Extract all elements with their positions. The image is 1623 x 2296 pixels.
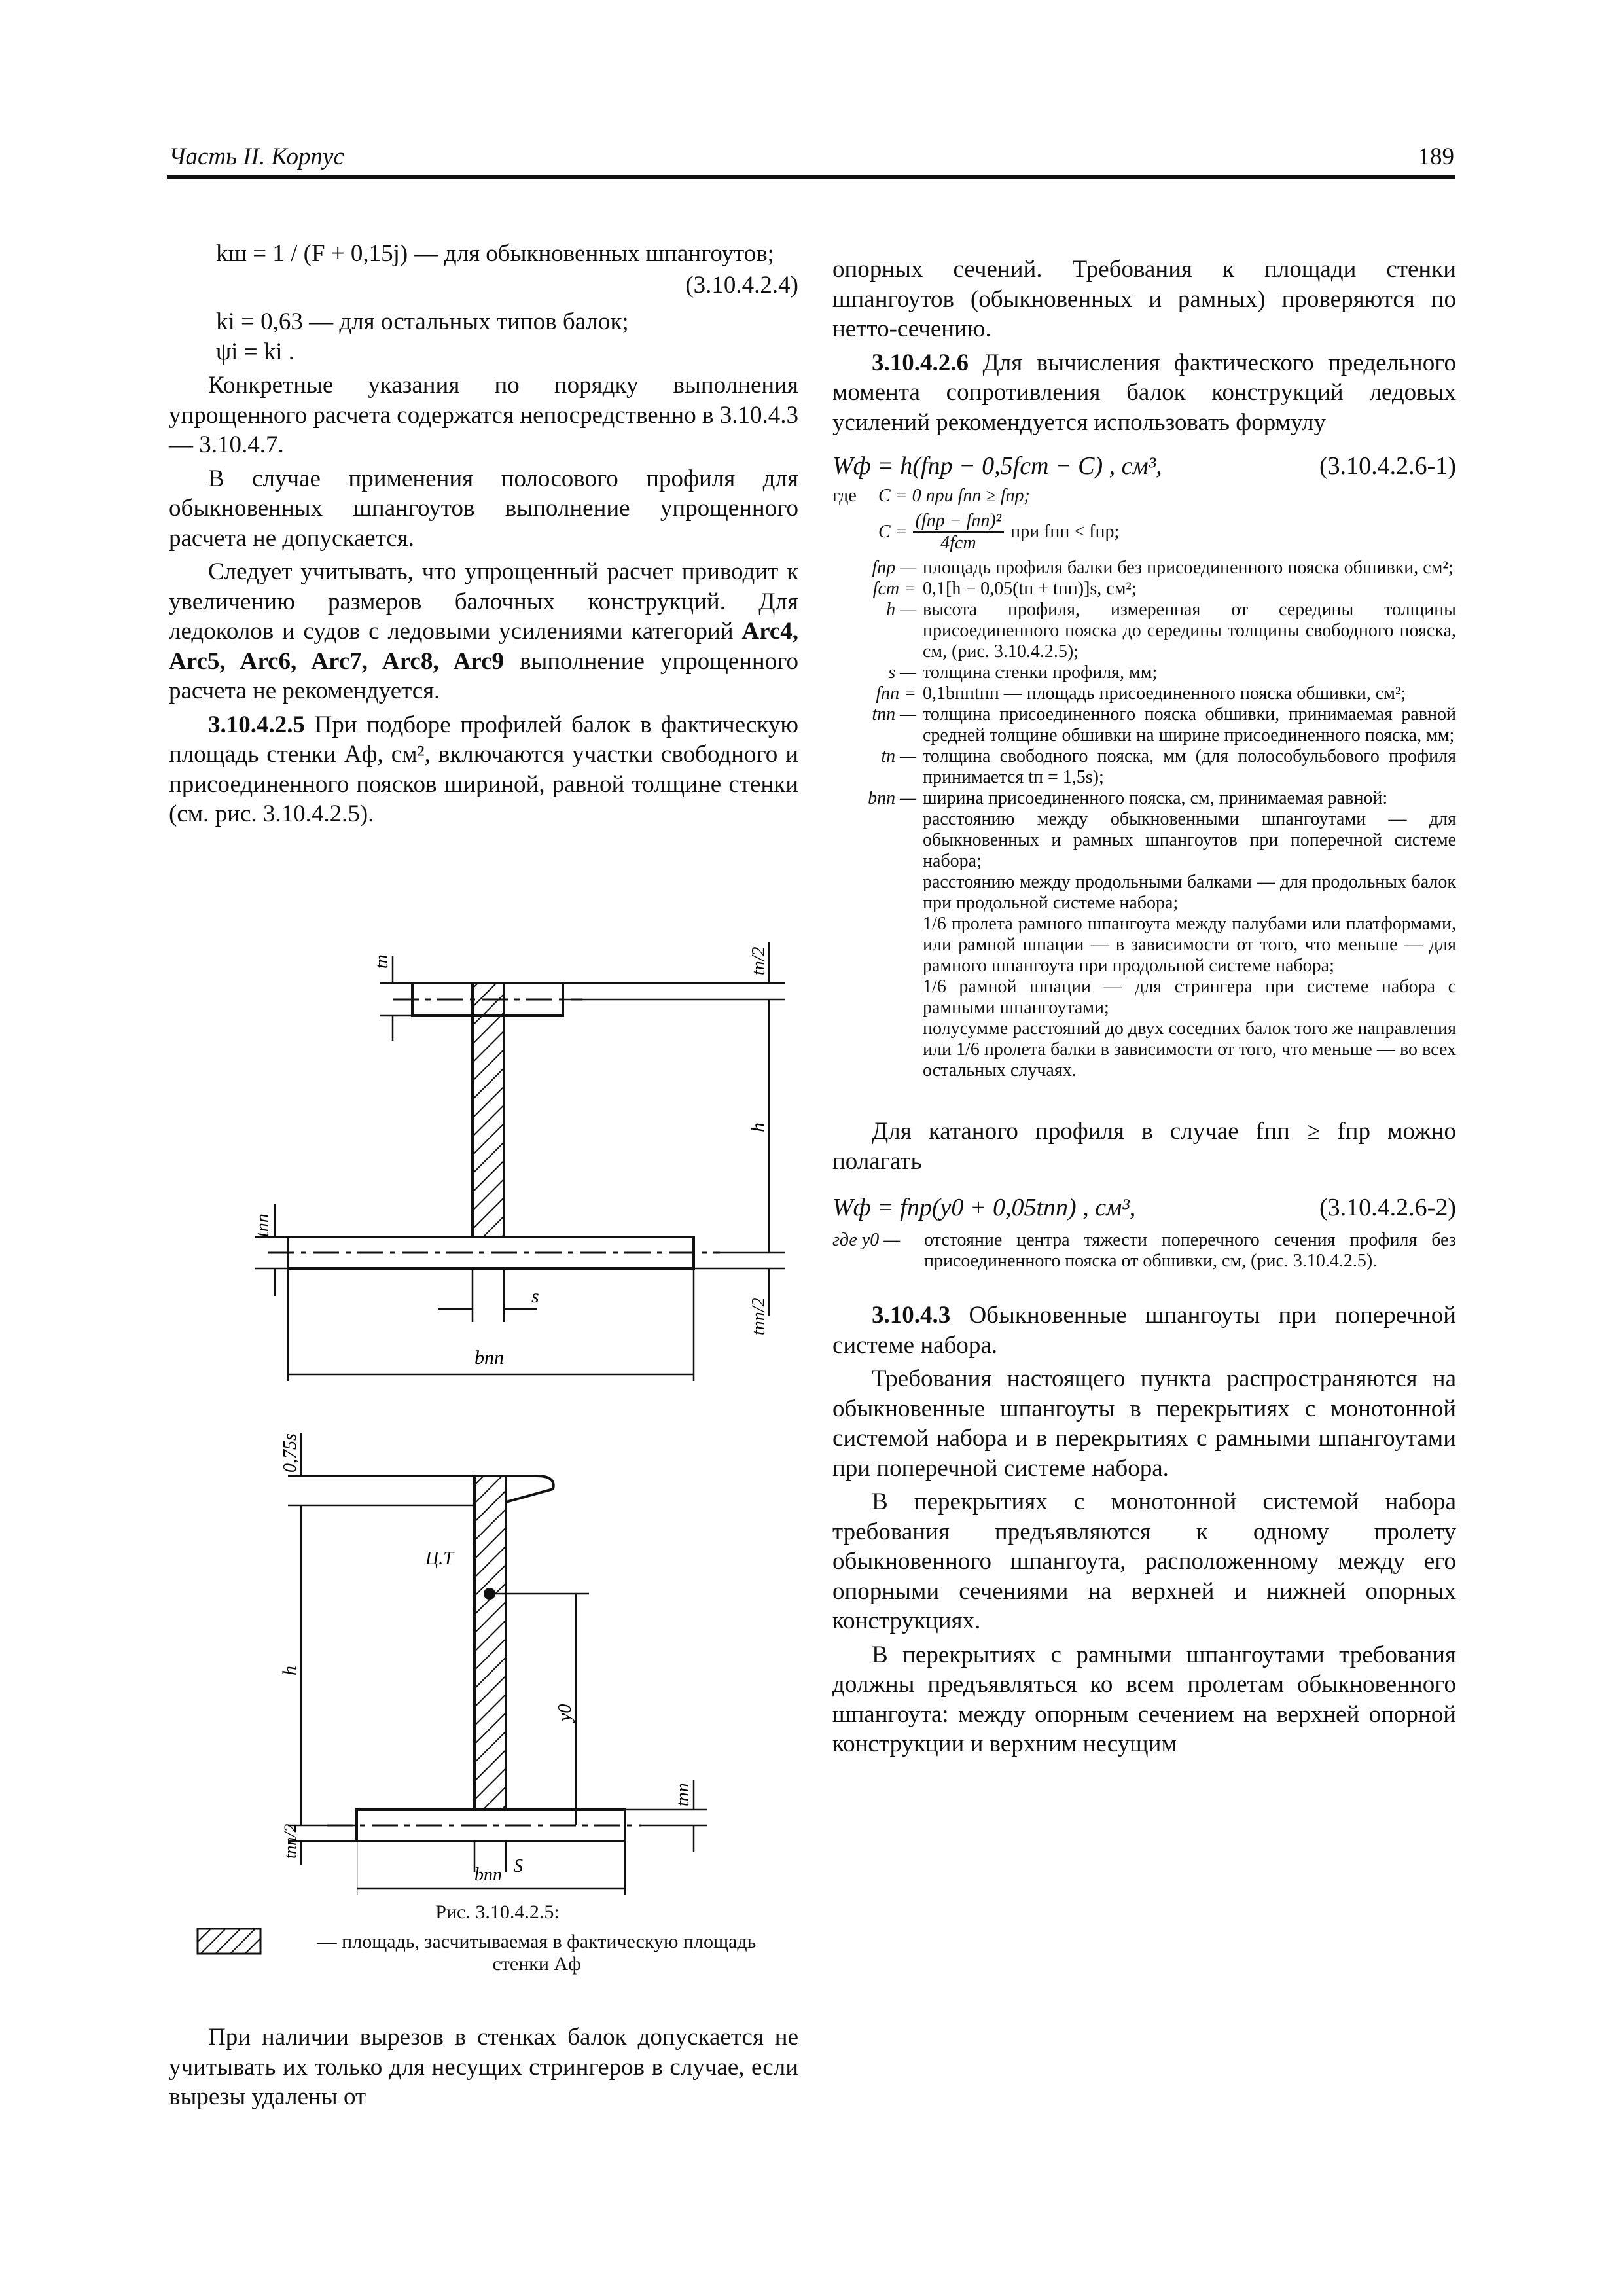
paragraph-text: Следует учитывать, что упрощенный расчет приводит к увеличению размеров балочных конструкций. Для ледоколов и судов с ледовыми усилениями категорий [169,558,798,645]
header-rule [167,175,1455,179]
definition-term: tп — [881,746,916,766]
where-term: где y0 — [832,1230,901,1250]
definition-row [832,600,1456,662]
paragraph: Для катаного профиля в случае fпп ≥ fпр можно полагать [832,1118,1456,1175]
paragraph-text: Обыкновенные шпангоуты при поперечной системе набора. [832,1302,1456,1359]
definition-text: высота профиля, измеренная от середины толщины присоединенного пояска до середины толщины свободного пояска, см, (рис. 3.10.4.2.5); [923,600,1456,662]
definitions-list [832,558,1456,1081]
formula-1-number: (3.10.4.2.6-1) [1319,452,1456,480]
bpp-case: 1/6 рамной шпации — для стрингера при системе набора с рамными шпангоутами; [923,977,1456,1018]
definition-term: h — [886,600,916,620]
definition-text: ширина присоединенного пояска, см, принимаемая равной: [923,788,1388,808]
label-bpp: bпп [474,1865,502,1885]
right-column [832,255,1456,1759]
definition-row [832,704,1456,746]
label-tpp2: tпп/2 [749,1297,769,1335]
label-s: s [531,1285,539,1307]
paragraph: Конкретные указания по порядку выполнения упрощенного расчета содержатся непосредственно в 3.10.4.3 — 3.10.4.7. [169,372,798,458]
label-ct: Ц.Т [425,1549,454,1569]
page-number: 189 [1418,143,1454,170]
label-bpp: bпп [474,1347,504,1369]
bulb [506,1476,554,1502]
paragraph-text: При подборе профилей балок в фактическую площадь стенки Aф, см², включаются участки свободного и присоединенного поясков шириной, равной толщине стенки (см. рис. 3.10.4.2.5). [169,711,798,827]
figure-bulb-profile [249,1414,720,1872]
label-tp: tп [372,954,392,969]
figure-bulb-width-dim [357,1842,632,1901]
web-hatched [474,1476,506,1826]
definition-term: s — [888,662,916,683]
paragraph: В перекрытиях с рамными шпангоутами требования должны предъявляться ко всем пролетам обыкновенного шпангоута: между опорным сечением на верхней опорной конструкции и верхним несущим [832,1641,1456,1757]
where-text: отстояние центра тяжести поперечного сечения профиля без присоединенного пояска от обшивки, см, (рис. 3.10.4.2.5). [924,1230,1456,1271]
paragraph: В перекрытиях с монотонной системой набора требования предъявляются к одному пролету обыкновенного шпангоута, расположенному между его опорными сечениями на верхней и нижней опорных конструкциях. [832,1488,1456,1634]
definition-text: толщина присоединенного пояска обшивки, принимаемая равной средней толщине обшивки на ширине присоединенного пояска, мм; [923,704,1456,745]
label-tpp: tпп [253,1213,273,1237]
definition-term: fпп = [876,683,916,704]
where-label: где [832,486,857,506]
bpp-case: расстоянию между продольными балками — для продольных балок при продольной системе набора; [923,872,1456,913]
definition-row [832,683,1456,704]
label-tpp2: tпп/2 [281,1823,300,1859]
paragraph-text: Для вычисления фактического предельного момента сопротивления балок конструкций ледовых усилений рекомендуется использовать формулу [832,349,1456,436]
formula-1-where [832,486,1456,1081]
formula-kw [169,239,798,304]
section-number: 3.10.4.2.5 [208,711,305,738]
section-number: 3.10.4.2.6 [872,349,969,376]
c-denominator: 4fст [940,533,976,553]
definition-term: fпр — [872,558,916,578]
definition-row [832,579,1456,600]
formula-kw-number: (3.10.4.2.4) [685,272,798,298]
formula-2-number: (3.10.4.2.6-2) [1319,1194,1456,1221]
formula-2-text: Wф = fпр(y0 + 0,05tпп) , см³, [832,1194,1136,1221]
ice-class-list: Arc4, Arc5, Arc6, Arc7, Arc8, Arc9 [169,618,798,675]
paragraph [169,710,798,829]
definition-text: площадь профиля балки без присоединенного пояска обшивки, см²; [923,558,1454,578]
label-tp2: tп/2 [749,946,769,975]
bpp-case: расстоянию между обыкновенными шпангоутами — для обыкновенных и рамных шпангоутов при поперечной системе набора; [923,809,1456,871]
label-075s: 0,75s [280,1433,300,1473]
paragraph: Требования настоящего пункта распространяются на обыкновенные шпангоуты в перекрытиях с монотонной системой набора и в перекрытиях с рамными шпангоутами при поперечной системе набора. [832,1365,1456,1482]
web-hatched [473,983,504,1245]
definition-term: bпп — [868,788,916,808]
definition-text: 0,1bппtпп — площадь присоединенного пояска обшивки, см²; [923,683,1406,704]
paragraph [169,557,798,706]
c-case-2 [832,511,1456,554]
paragraph: опорных сечений. Требования к площади стенки шпангоутов (обыкновенных и рамных) проверяются по нетто-сечению. [832,256,1456,342]
paragraph-text: выполнение упрощенного расчета не рекомендуется. [169,647,798,704]
definition-row [832,788,1456,809]
definition-text: толщина стенки профиля, мм; [923,662,1158,683]
definition-row [832,558,1456,579]
label-h: h [747,1122,769,1132]
c-lhs: C = [878,522,908,542]
bpp-case: полусумме расстояний до двух соседних балок того же направления или 1/6 пролета балки в зависимости от того, что меньше — во всех остальных случаях. [923,1018,1456,1081]
figure-legend-line: стенки Aф [492,1953,581,1975]
figure-caption: Рис. 3.10.4.2.5: [435,1901,560,1923]
label-tpp: tпп [673,1783,693,1806]
definition-row [832,662,1456,683]
definition-text: 0,1[h − 0,05(tп + tпп)]s, см²; [923,579,1137,599]
section-number: 3.10.4.3 [872,1302,951,1329]
c-fraction [913,511,1005,554]
formula-2 [832,1193,1456,1227]
formula-2-where [832,1230,1456,1272]
c-numerator: (fпр − fпп)² [913,511,1005,533]
paragraph: При наличии вырезов в стенках балок допускается не учитывать их только для несущих стрингеров в случае, если вырезы удалены от [169,2024,798,2110]
left-column [169,239,798,829]
bpp-case: 1/6 пролета рамного шпангоута между палубами или платформами, или рамной шпации — в зависимости от того, что меньше — для рамного шпангоута при продольной системе набора; [923,914,1456,976]
label-h: h [279,1666,300,1676]
where-line [832,486,1456,507]
paragraph [832,1300,1456,1360]
formula-ki: ki = 0,63 — для остальных типов балок; [216,308,629,335]
definition-row [832,746,1456,788]
legend-hatch-swatch [196,1928,262,1955]
paragraph: В случае применения полосового профиля для обыкновенных шпангоутов выполнение упрощенного расчета не допускается. [169,465,798,552]
c-case-1: C = 0 при fпп ≥ fпр; [878,486,1030,506]
label-s: S [514,1856,523,1872]
definition-term: tпп — [872,704,916,725]
c-condition: при fпп < fпр; [1010,522,1120,542]
paragraph [832,348,1456,438]
formula-psi: ψi = ki . [216,338,295,365]
formula-kw-text: kш = 1 / (F + 0,15j) — для обыкновенных шпангоутов; [216,240,774,267]
figure-t-profile [216,929,792,1401]
definition-text: толщина свободного пояска, мм (для полособульбового профиля принимается tп = 1,5s); [923,746,1456,787]
header-title: Часть II. Корпус [169,143,344,170]
formula-1 [832,452,1456,486]
formula-1-text: Wф = h(fпр − 0,5fст − C) , см³, [832,452,1162,480]
figure-legend-line: — площадь, засчитываемая в фактическую площадь [317,1931,757,1952]
label-y0: y0 [555,1704,575,1721]
definition-term: fст = [872,579,916,599]
figure-legend [281,1931,792,1975]
